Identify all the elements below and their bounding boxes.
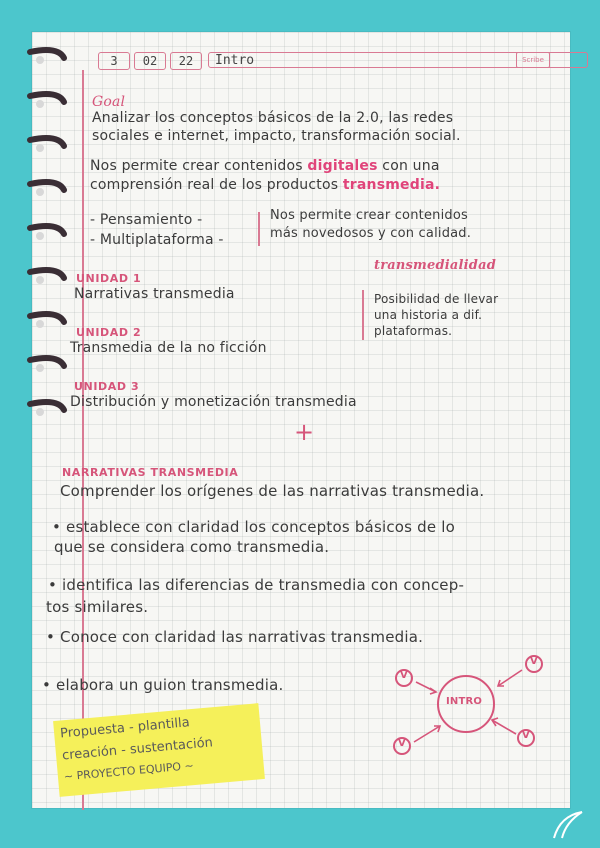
transmedialidad-line-3: plataformas. xyxy=(374,324,453,338)
date-day: 3 xyxy=(98,52,130,70)
intro-diagram xyxy=(384,650,554,760)
badge-v-icon: V xyxy=(400,670,408,681)
goal-label: Goal xyxy=(92,94,126,110)
date-year: 22 xyxy=(170,52,202,70)
goal-line-2: sociales e internet, impacto, transformación social. xyxy=(92,128,461,144)
intro-line-2 xyxy=(90,177,440,193)
transmedialidad-divider xyxy=(362,290,364,340)
objective-2-line-2: tos similares. xyxy=(46,598,149,616)
bullet-right-2: más novedosos y con calidad. xyxy=(270,226,472,241)
badge-v-icon: V xyxy=(398,738,406,749)
intro-text-part: con una xyxy=(377,158,440,174)
objective-3: • Conoce con claridad las narrativas transmedia. xyxy=(46,628,424,646)
narrativas-intro: Comprender los orígenes de las narrativas transmedia. xyxy=(60,482,485,500)
unit-1-text: Narrativas transmedia xyxy=(74,286,235,302)
narrativas-label: NARRATIVAS TRANSMEDIA xyxy=(62,466,239,479)
intro-text-part: Nos permite crear contenidos xyxy=(90,158,308,174)
transmedialidad-title: transmedialidad xyxy=(374,258,497,273)
bullet-divider xyxy=(258,212,260,246)
objective-2-line-1: • identifica las diferencias de transmedia con concep- xyxy=(48,576,465,594)
brand-label: Scribe xyxy=(516,52,550,68)
sticky-line-1: Propuesta - plantilla xyxy=(59,715,191,742)
sticky-line-3: ~ PROYECTO EQUIPO ~ xyxy=(63,759,195,784)
bullet-multiplataforma: - Multiplataforma - xyxy=(90,232,224,248)
bullet-pensamiento: - Pensamiento - xyxy=(90,212,203,228)
intro-line-1 xyxy=(90,158,440,174)
objective-1-line-1: • establece con claridad los conceptos básicos de lo xyxy=(52,518,455,536)
unit-2-text: Transmedia de la no ficción xyxy=(70,340,267,356)
highlight-digitales: digitales xyxy=(307,158,378,174)
badge-v-icon: V xyxy=(530,656,538,667)
margin-line xyxy=(82,70,84,810)
badge-v-icon: V xyxy=(522,730,530,741)
transmedialidad-line-2: una historia a dif. xyxy=(374,308,483,322)
date-month: 02 xyxy=(134,52,166,70)
objective-1-line-2: que se considera como transmedia. xyxy=(54,538,330,556)
goal-line-1: Analizar los conceptos básicos de la 2.0, las redes xyxy=(92,110,454,126)
unit-1-label: UNIDAD 1 xyxy=(76,272,142,285)
intro-text-part: comprensión real de los productos xyxy=(90,177,343,193)
header-row xyxy=(90,50,550,70)
unit-3-label: UNIDAD 3 xyxy=(74,380,140,393)
page-title: Intro xyxy=(208,52,588,68)
plus-icon: + xyxy=(294,418,315,446)
transmedialidad-line-1: Posibilidad de llevar xyxy=(374,292,499,306)
unit-3-text: Distribución y monetización transmedia xyxy=(70,394,357,410)
bullet-right-1: Nos permite crear contenidos xyxy=(270,208,468,223)
leaf-logo-icon xyxy=(548,808,588,844)
highlight-transmedia: transmedia. xyxy=(342,177,441,193)
sticky-line-2: creación - sustentación xyxy=(61,735,214,764)
unit-2-label: UNIDAD 2 xyxy=(76,326,142,339)
objective-4: • elabora un guion transmedia. xyxy=(42,676,284,694)
intro-diagram-label: INTRO xyxy=(446,696,483,707)
